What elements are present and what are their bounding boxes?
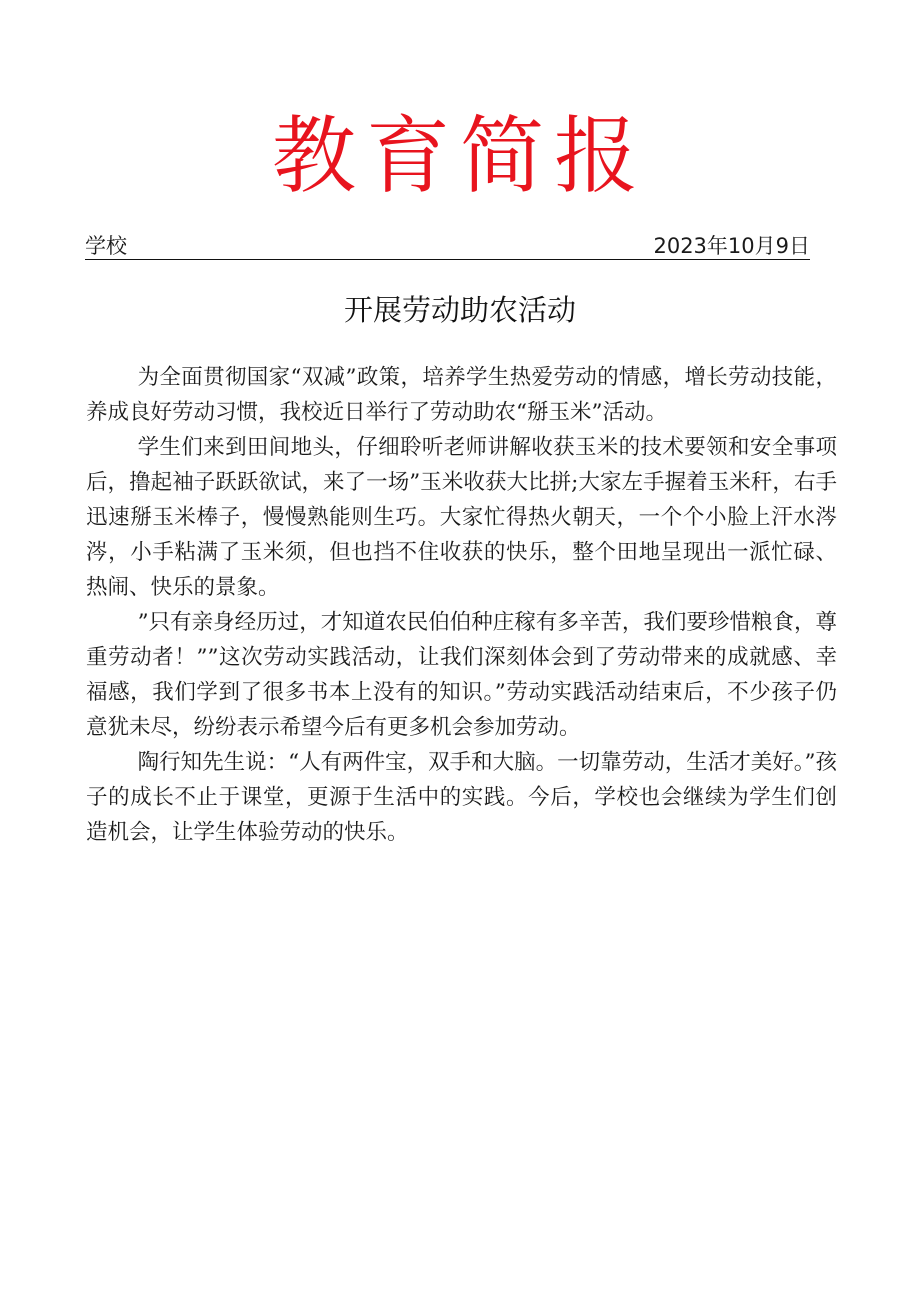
school-label: 学校 <box>85 234 127 258</box>
masthead-title: 教育简报 <box>271 107 648 205</box>
article-paragraph: 学生们来到田间地头，仔细聆听老师讲解收获玉米的技术要领和安全事项后，撸起袖子跃跃欲试，来了一场”玉米收获大比拼;大家左手握着玉米秆，右手迅速掰玉米棒子，慢慢熟能则生巧。大家忙得热火朝天，一个个小脸上汗水涔涔，小手粘满了玉米须，但也挡不住收获的快乐，整个田地呈现出一派忙碌、热闹、快乐的景象。 <box>86 435 837 600</box>
article-paragraph: 为全面贯彻国家“双减”政策，培养学生热爱劳动的情感，增长劳动技能，养成良好劳动习惯，我校近日举行了劳动助农“掰玉米”活动。 <box>86 365 837 425</box>
article-paragraph: 陶行知先生说：“人有两件宝，双手和大脑。一切靠劳动，生活才美好。”孩子的成长不止于课堂，更源于生活中的实践。今后，学校也会继续为学生们创造机会，让学生体验劳动的快乐。 <box>86 750 837 845</box>
article-paragraph: ”只有亲身经历过，才知道农民伯伯种庄稼有多辛苦，我们要珍惜粮食，尊重劳动者！””这次劳动实践活动，让我们深刻体会到了劳动带来的成就感、幸福感，我们学到了很多书本上没有的知识。”劳动实践活动结束后，不少孩子仍意犹未尽，纷纷表示希望今后有更多机会参加劳动。 <box>86 610 837 740</box>
article-headline: 开展劳动助农活动 <box>343 293 576 327</box>
issue-date: 2023年10月9日 <box>653 234 810 258</box>
dateline <box>85 233 810 260</box>
article-body <box>86 360 837 850</box>
